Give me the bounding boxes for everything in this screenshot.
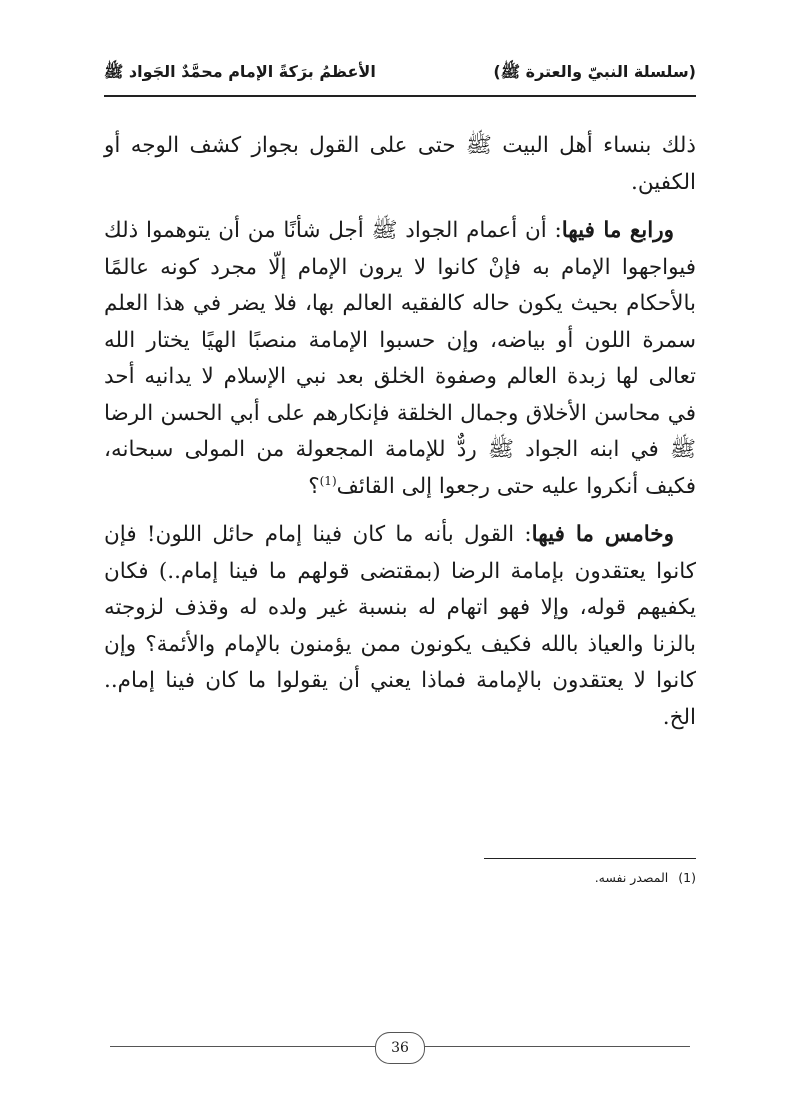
paragraph-2-text: : أن أعمام الجواد ﷺ أجل شأنًا من أن يتوهموا ذلك فيواجهوا الإمام به فإنْ كانوا لا يرون الإمام إلّا مجرد كونه عالمًا بالأحكام بحيث يكون حاله كالفقيه العالم بها، فلا يضر في هذا العلم سمرة اللون أو بياضه، وإن حسبوا الإمامة منصبًا الهيًا يختار الله تعالى لها زبدة العالم وصفوة الخلق بعد نبي الإسلام لا يدانيه أحد في محاسن الأخلاق وجمال الخلقة فإنكارهم على أبي الحسن الرضا ﷺ في ابنه الجواد ﷺ ردٌّ للإمامة المجعولة من المولى سبحانه، فكيف أنكروا عليه حتى رجعوا إلى القائف (104, 218, 696, 499)
paragraph-2-end: ؟ (308, 473, 320, 499)
footnote-rule (484, 858, 696, 859)
footnote-text: المصدر نفسه. (594, 870, 669, 885)
paragraph-2 (104, 213, 696, 505)
header-rule (104, 95, 696, 97)
paragraph-3-lead: وخامس ما فيها (531, 522, 674, 547)
footnote (595, 870, 696, 885)
paragraph-1: ذلك بنساء أهل البيت ﷺ حتى على القول بجواز كشف الوجه أو الكفين. (104, 133, 696, 195)
page-number: 36 (375, 1032, 425, 1064)
series-title: (سلسلة النبيّ والعترة ﷺ) (493, 61, 696, 81)
book-title: الأعظمُ برَكةً الإمام محمَّدٌ الجَواد ﷺ (104, 61, 376, 81)
paragraph-3 (104, 517, 696, 736)
paragraph-2-lead: ورابع ما فيها (561, 218, 675, 243)
footnote-reference[interactable]: (1) (319, 473, 337, 488)
footnote-number: (1) (678, 870, 696, 885)
main-text (104, 128, 696, 748)
running-header (104, 58, 696, 88)
paragraph-3-text: : القول بأنه ما كان فينا إمام حائل اللون! فإن كانوا يعتقدون بإمامة الرضا (بمقتضى قولهم ما فينا إمام..) فكان يكفيهم قوله، وإلا فهو اتهام له بنسبة غير ولده له وقذف لزوجته بالزنا والعياذ بالله فكيف يكونون ممن يؤمنون بالإمام والأئمة؟ وإن كانوا لا يعتقدون بالإمامة فماذا يعني أن يقولوا ما كان فينا إمام.. الخ. (104, 522, 696, 730)
